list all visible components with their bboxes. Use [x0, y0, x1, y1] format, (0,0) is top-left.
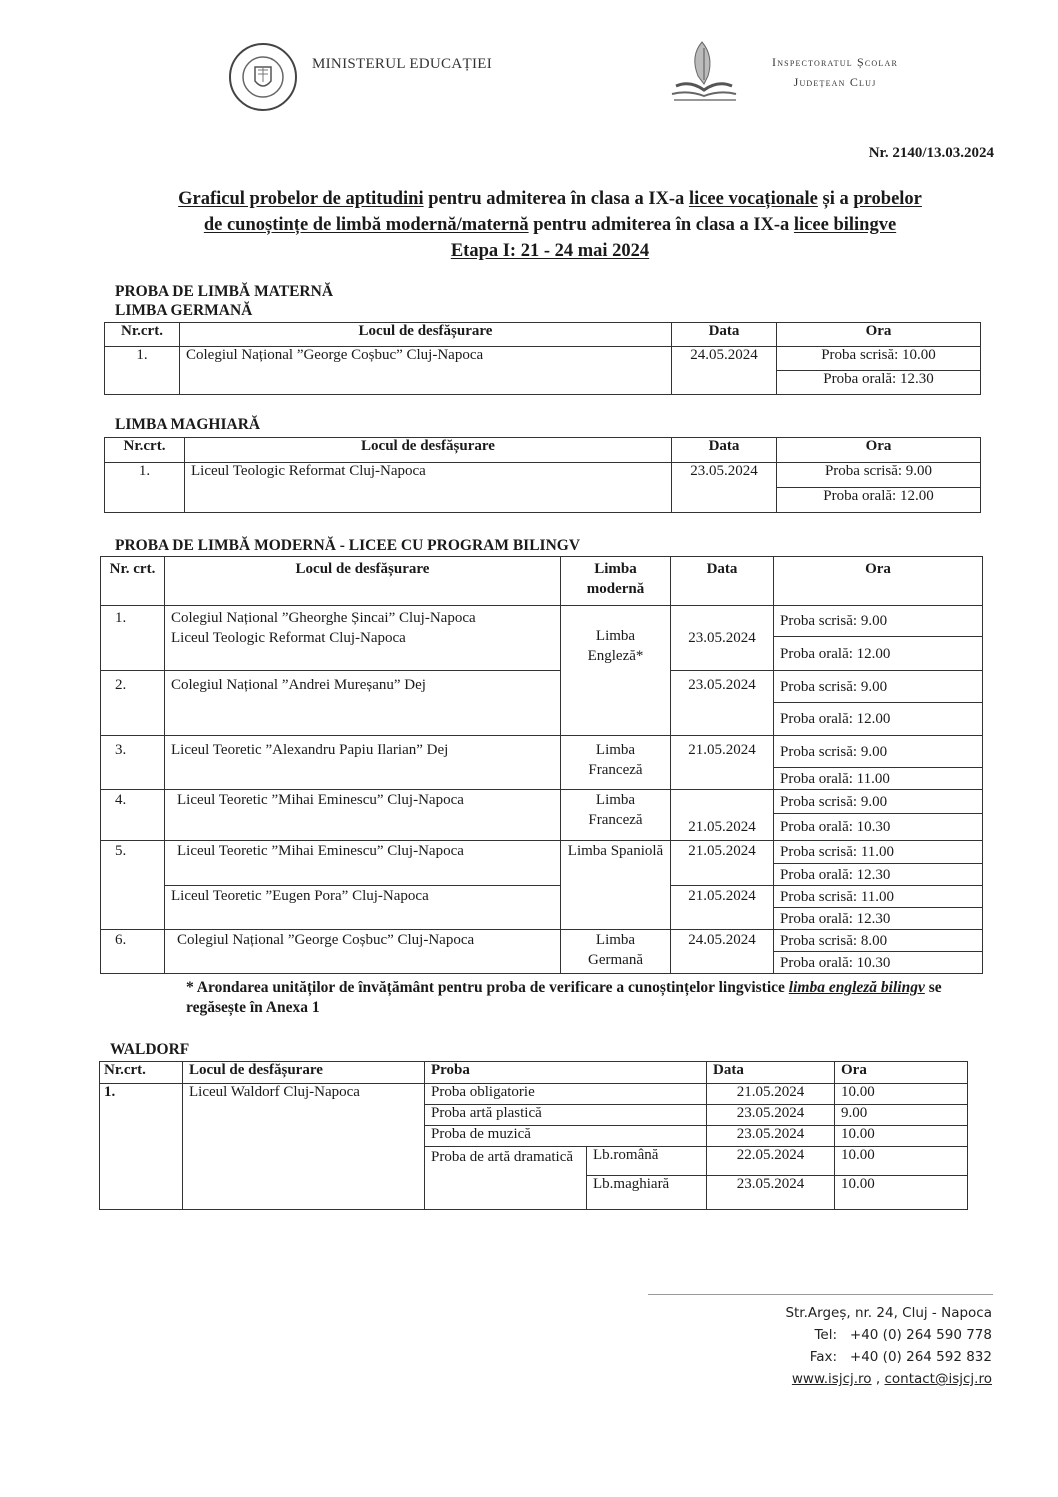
document-number: Nr. 2140/13.03.2024: [868, 145, 994, 161]
row-ora-scrisa: Proba scrisă: 9.00: [774, 606, 983, 637]
row-nr: 1.: [105, 463, 185, 513]
row-data: 21.05.2024: [671, 736, 774, 790]
table-row: [105, 463, 981, 488]
row-sub: Lb.maghiară: [587, 1176, 707, 1210]
ministry-name: MINISTERUL EDUCAȚIEI: [312, 56, 493, 72]
table-row: [101, 790, 983, 814]
header-nr: Nr.crt.: [105, 323, 180, 347]
email-link[interactable]: contact@isjcj.ro: [884, 1371, 992, 1387]
row-ora-orala: Proba orală: 10.30: [774, 952, 983, 974]
waldorf-title: WALDORF: [110, 1041, 190, 1058]
header-nr: Nr. crt.: [101, 557, 165, 606]
row-loc: Colegiul Național ”George Coșbuc” Cluj-Napoca: [165, 930, 561, 974]
table-row: [100, 1084, 968, 1105]
footnote: [186, 978, 996, 1018]
inspectorate-logo-icon: [670, 38, 740, 103]
header-ora: Ora: [774, 557, 983, 606]
row-sub: Lb.română: [587, 1147, 707, 1176]
address: Str.Argeș, nr. 24, Cluj - Napoca: [785, 1305, 992, 1321]
row-limba: Limba Spaniolă: [561, 841, 671, 930]
row-data: 23.05.2024: [707, 1126, 835, 1147]
footer-contact: [632, 1302, 992, 1390]
row-data: 23.05.2024: [671, 606, 774, 671]
row-ora-orala: Proba orală: 12.00: [777, 488, 981, 513]
inspectorate-line-2: Județean Cluj: [793, 75, 877, 89]
header-proba: Proba: [425, 1062, 707, 1084]
phone-label: Tel:: [814, 1327, 838, 1343]
header-loc: Locul de desfășurare: [185, 438, 672, 463]
header-data: Data: [672, 323, 777, 347]
row-loc: Liceul Teoretic ”Mihai Eminescu” Cluj-Napoca: [165, 790, 561, 841]
row-loc: [165, 606, 561, 671]
phone-number: +40 (0) 264 590 778: [849, 1327, 992, 1343]
header-nr: Nr.crt.: [105, 438, 185, 463]
row-ora-orala: Proba orală: 12.30: [774, 864, 983, 886]
row-ora-orala: Proba orală: 12.00: [774, 637, 983, 671]
title-part: și a: [817, 189, 854, 209]
web-contact: [632, 1368, 992, 1390]
etapa: Etapa I: 21 - 24 mai 2024: [450, 241, 650, 261]
header-loc: Locul de desfășurare: [165, 557, 561, 606]
row-data: 24.05.2024: [672, 347, 777, 395]
footnote-link[interactable]: limba engleză bilingv: [788, 979, 925, 996]
header-data: Data: [672, 438, 777, 463]
row-loc: Colegiul Național ”George Coșbuc” Cluj-Napoca: [180, 347, 672, 395]
row-limba: Limba Engleză*: [561, 606, 671, 736]
row-ora-scrisa: Proba scrisă: 9.00: [774, 736, 983, 768]
row-ora-orala: Proba orală: 12.30: [777, 371, 981, 395]
row-limba: Limba Germană: [561, 930, 671, 974]
header-limba: Limba modernă: [561, 557, 671, 606]
school-name: Colegiul Național ”Gheorghe Șincai” Cluj-Napoca: [171, 610, 476, 626]
row-loc: Liceul Teoretic ”Eugen Pora” Cluj-Napoca: [165, 886, 561, 930]
table-row: [101, 841, 983, 864]
inspectorate-name: [745, 52, 925, 92]
header-nr: Nr.crt.: [100, 1062, 183, 1084]
title-part: pentru admiterea în clasa a IX-a: [528, 215, 794, 235]
row-ora: 10.00: [835, 1126, 968, 1147]
germana-title: LIMBA GERMANĂ: [115, 302, 253, 319]
row-ora-orala: Proba orală: 12.30: [774, 908, 983, 930]
row-data: 21.05.2024: [671, 841, 774, 886]
table-row: [101, 736, 983, 768]
row-data: 22.05.2024: [707, 1147, 835, 1176]
row-data: 23.05.2024: [672, 463, 777, 513]
row-ora-orala: Proba orală: 12.00: [774, 703, 983, 736]
row-ora-orala: Proba orală: 10.30: [774, 814, 983, 841]
row-data: 21.05.2024: [707, 1084, 835, 1105]
header-data: Data: [707, 1062, 835, 1084]
row-proba: Proba de artă dramatică: [425, 1147, 587, 1210]
row-loc: Liceul Teoretic ”Mihai Eminescu” Cluj-Napoca: [165, 841, 561, 886]
bilingv-title: PROBA DE LIMBĂ MODERNĂ - LICEE CU PROGRAM BILINGV: [115, 537, 581, 554]
row-data: 23.05.2024: [707, 1176, 835, 1210]
separator: ,: [871, 1371, 885, 1387]
row-ora: 10.00: [835, 1147, 968, 1176]
footnote-text: se regăsește în Anexa 1: [186, 979, 942, 1016]
row-ora: 9.00: [835, 1105, 968, 1126]
fax: [632, 1346, 992, 1368]
fax-label: Fax:: [809, 1349, 838, 1365]
row-limba: Limba Franceză: [561, 790, 671, 841]
row-ora-scrisa: Proba scrisă: 9.00: [777, 463, 981, 488]
row-ora-scrisa: Proba scrisă: 9.00: [774, 671, 983, 703]
header-data: Data: [671, 557, 774, 606]
row-data: 21.05.2024: [671, 886, 774, 930]
title-part: probelor: [853, 189, 922, 209]
row-ora-scrisa: Proba scrisă: 10.00: [777, 347, 981, 371]
document-title: [105, 186, 995, 264]
row-limba: Limba Franceză: [561, 736, 671, 790]
row-nr: 6.: [101, 930, 165, 974]
row-loc: Liceul Teoretic ”Alexandru Papiu Ilarian” Dej: [165, 736, 561, 790]
title-part: pentru admiterea în clasa a IX-a: [423, 189, 689, 209]
row-ora-scrisa: Proba scrisă: 8.00: [774, 930, 983, 952]
row-loc: Colegiul Național ”Andrei Mureșanu” Dej: [165, 671, 561, 736]
fax-number: +40 (0) 264 592 832: [849, 1349, 992, 1365]
germana-table: [104, 322, 981, 395]
title-part: licee vocaționale: [688, 189, 818, 209]
row-loc: Liceul Waldorf Cluj-Napoca: [183, 1084, 425, 1210]
header-ora: Ora: [777, 323, 981, 347]
table-row: [101, 671, 983, 703]
table-row: [101, 606, 983, 637]
waldorf-table: [99, 1061, 968, 1210]
inspectorate-line-1: Inspectoratul Școlar: [772, 55, 898, 69]
row-nr: 3.: [101, 736, 165, 790]
section-materna-title: PROBA DE LIMBĂ MATERNĂ: [115, 283, 334, 300]
row-nr: 2.: [101, 671, 165, 736]
row-proba: Proba de muzică: [425, 1126, 707, 1147]
row-nr: 1.: [105, 347, 180, 395]
phone: [632, 1324, 992, 1346]
row-ora-scrisa: Proba scrisă: 9.00: [774, 790, 983, 814]
footer-divider: [648, 1294, 993, 1295]
table-row: [105, 347, 981, 371]
row-data: 24.05.2024: [671, 930, 774, 974]
row-ora: 10.00: [835, 1084, 968, 1105]
header-loc: Locul de desfășurare: [183, 1062, 425, 1084]
row-data: 23.05.2024: [671, 671, 774, 736]
row-proba: Proba artă plastică: [425, 1105, 707, 1126]
maghiara-title: LIMBA MAGHIARĂ: [115, 416, 261, 433]
row-nr: 5.: [101, 841, 165, 930]
row-ora-scrisa: Proba scrisă: 11.00: [774, 886, 983, 908]
row-proba: Proba obligatorie: [425, 1084, 707, 1105]
title-part: de cunoștințe de limbă modernă/maternă: [203, 215, 529, 235]
title-part: Graficul probelor de aptitudini: [178, 189, 424, 209]
table-row: [101, 886, 983, 908]
row-nr: 1.: [101, 606, 165, 671]
maghiara-table: [104, 437, 981, 513]
header-loc: Locul de desfășurare: [180, 323, 672, 347]
row-data: 21.05.2024: [671, 790, 774, 841]
title-part: licee bilingve: [793, 215, 897, 235]
row-nr: 1.: [100, 1084, 183, 1210]
row-nr: 4.: [101, 790, 165, 841]
row-data: 23.05.2024: [707, 1105, 835, 1126]
header-ora: Ora: [835, 1062, 968, 1084]
row-ora-scrisa: Proba scrisă: 11.00: [774, 841, 983, 864]
school-name: Liceul Teologic Reformat Cluj-Napoca: [171, 630, 406, 646]
row-ora: 10.00: [835, 1176, 968, 1210]
row-loc: Liceul Teologic Reformat Cluj-Napoca: [185, 463, 672, 513]
row-ora-orala: Proba orală: 11.00: [774, 768, 983, 790]
bilingv-table: [100, 556, 983, 974]
website-link[interactable]: www.isjcj.ro: [791, 1371, 872, 1387]
header-ora: Ora: [777, 438, 981, 463]
footnote-text: * Arondarea unităților de învățământ pentru proba de verificare a cunoștințelor lingvistice: [186, 979, 789, 996]
government-seal-icon: [228, 42, 298, 112]
table-row: [101, 930, 983, 952]
